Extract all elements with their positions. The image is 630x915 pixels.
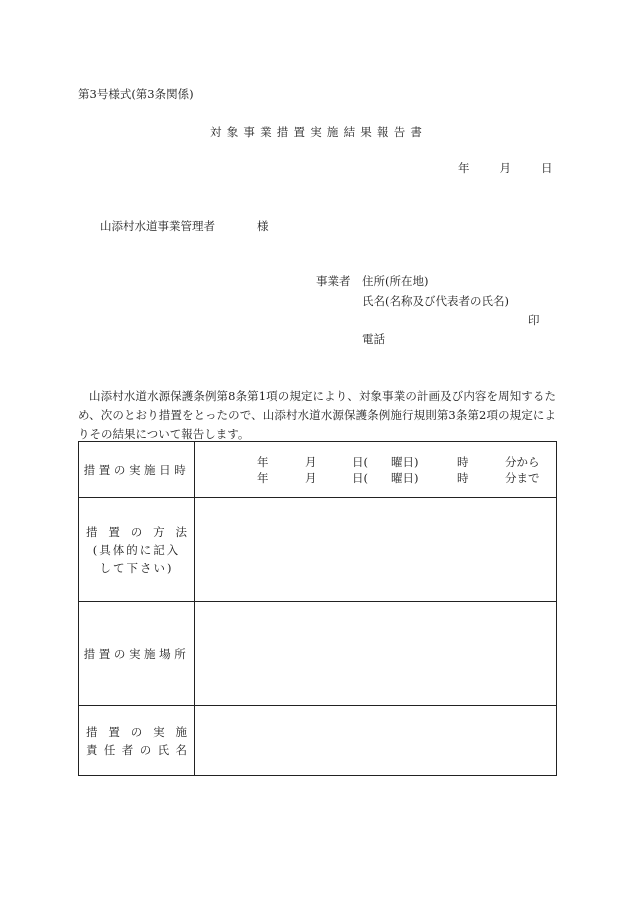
date-year: 年 [458,161,470,175]
date-month: 月 [499,161,511,175]
to-year: 年 [257,470,269,485]
from-minute: 分から [505,454,540,469]
from-day: 日( [352,454,368,469]
datetime-cell[interactable] [195,442,557,498]
applicant-label: 事業者 [316,274,351,288]
report-statement [78,387,556,444]
table-row [79,706,557,776]
report-date [458,160,553,176]
to-hour: 時 [457,470,469,485]
form-number: 第3号様式(第3条関係) [78,87,194,101]
from-year: 年 [257,454,269,469]
addressee [100,218,269,234]
to-day: 日( [352,470,368,485]
label-responsible: 措置の実施 責任者の氏名 [79,706,195,776]
date-day: 日 [541,161,553,175]
responsible-input[interactable] [195,706,557,776]
label-method: 措置の方法 (具体的に記入 して下さい) [79,498,195,602]
statement-text: 山添村水道水源保護条例第8条第1項の規定により、対象事業の計画及び内容を周知するため、次のとおり措置をとったので、山添村水道水源保護条例施行規則第3条第2項の規定によりその結果について報告します。 [78,389,556,441]
addressee-name: 山添村水道事業管理者 [100,219,215,233]
label-datetime: 措置の実施日時 [79,442,195,498]
table-row [79,442,557,498]
seal-mark: 印 [528,313,540,327]
document-title: 対象事業措置実施結果報告書 [210,125,428,139]
method-input[interactable] [195,498,557,602]
phone-label: 電話 [362,332,385,346]
to-weekday: 曜日) [391,470,419,485]
to-minute: 分まで [505,470,540,485]
name-label: 氏名(名称及び代表者の氏名) [362,294,509,308]
table-row [79,602,557,706]
place-input[interactable] [195,602,557,706]
address-label: 住所(所在地) [362,274,429,288]
from-hour: 時 [457,454,469,469]
from-month: 月 [305,454,317,469]
addressee-honorific: 様 [257,219,269,233]
datetime-from-row [195,454,556,470]
report-table [78,441,557,776]
to-month: 月 [305,470,317,485]
label-place: 措置の実施場所 [79,602,195,706]
table-row [79,498,557,602]
from-weekday: 曜日) [391,454,419,469]
datetime-to-row [195,470,556,486]
